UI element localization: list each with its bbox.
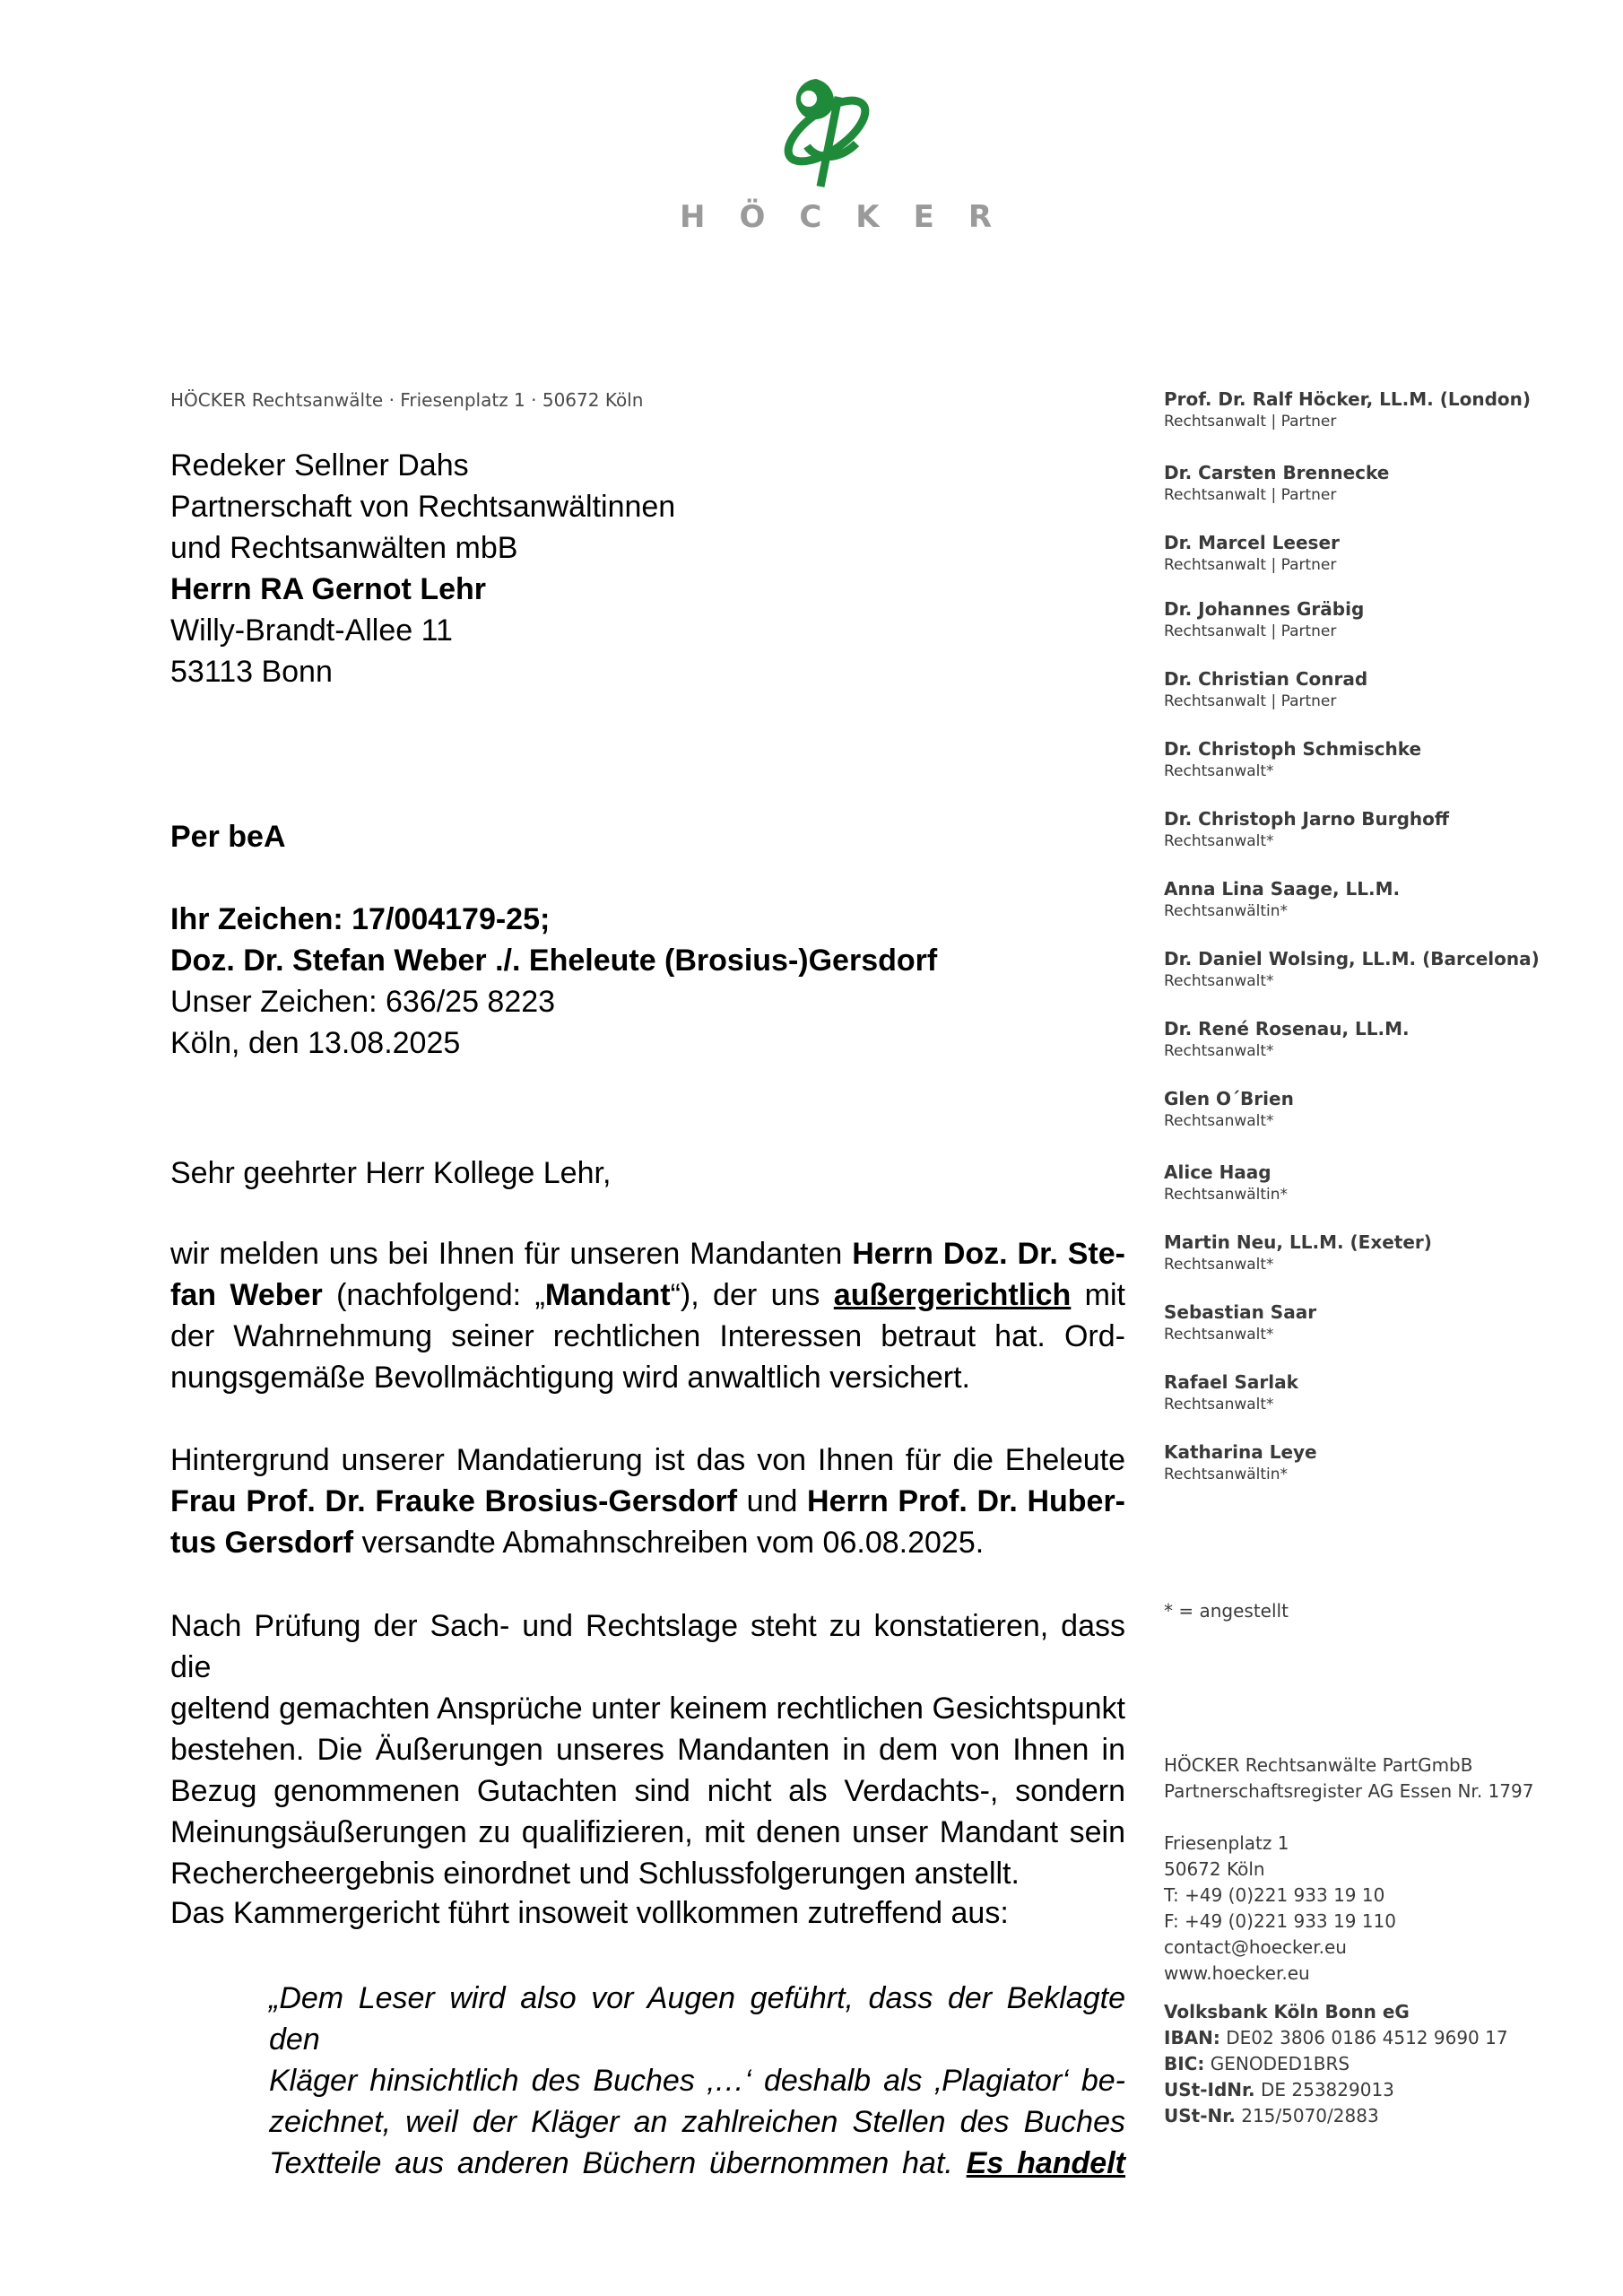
recipient-line: Redeker Sellner Dahs: [170, 448, 469, 483]
partner-role: Rechtsanwalt*: [1164, 1112, 1274, 1130]
tax-number-value: 215/5070/2883: [1235, 2105, 1379, 2126]
tax-number-label: USt-Nr.: [1164, 2105, 1236, 2126]
recipient-address: [170, 445, 1125, 692]
text-span-bold: Frau Prof. Dr. Frauke Brosius-Gersdorf: [170, 1484, 738, 1518]
text-span: und: [737, 1484, 808, 1518]
reference-block: [170, 816, 1125, 1064]
partner-role: Rechtsanwalt*: [1164, 762, 1274, 780]
partner-role: Rechtsanwalt*: [1164, 1256, 1274, 1274]
text-span-bold: fan Weber: [170, 1278, 323, 1312]
partner-role: Rechtsanwältin*: [1164, 1465, 1289, 1483]
recipient-line: und Rechtsanwälten mbB: [170, 531, 518, 565]
text-span: wir melden uns bei Ihnen für unseren Mandanten: [170, 1237, 853, 1271]
firm-website: www.hoecker.eu: [1164, 1962, 1310, 1984]
firm-info: [1164, 1752, 1612, 2129]
partner-role: Rechtsanwalt*: [1164, 1326, 1274, 1344]
quote-line: zeichnet, weil der Kläger an zahlreichen Stellen des Buches: [269, 2105, 1125, 2139]
text-line: Nach Prüfung der Sach- und Rechtslage steht zu konstatieren, dass die: [170, 1609, 1125, 1684]
logo-wordmark: HÖCKER: [680, 199, 1027, 235]
partner-entry: [1164, 1231, 1432, 1275]
partner-role: Rechtsanwalt*: [1164, 1042, 1274, 1060]
partner-name: Dr. Johannes Gräbig: [1164, 598, 1365, 620]
sender-return-address: HÖCKER Rechtsanwälte · Friesenplatz 1 · 50672 Köln: [170, 389, 644, 411]
firm-fax: F: +49 (0)221 933 19 110: [1164, 1910, 1396, 1932]
partner-role: Rechtsanwalt | Partner: [1164, 622, 1337, 640]
partner-entry: [1164, 667, 1367, 712]
paragraph-court-intro: Das Kammergericht führt insoweit vollkommen zutreffend aus:: [170, 1896, 1009, 1930]
text-line: bestehen. Die Äußerungen unseres Mandanten in dem von Ihnen in: [170, 1733, 1125, 1767]
recipient-street: Willy-Brandt-Allee 11: [170, 613, 453, 648]
firm-name: HÖCKER Rechtsanwälte PartGmbB: [1164, 1754, 1473, 1776]
partner-name: Sebastian Saar: [1164, 1301, 1317, 1323]
paragraph-legal-assessment: [170, 1605, 1125, 1894]
partner-entry: [1164, 531, 1340, 576]
quote-line: Kläger hinsichtlich des Buches ‚…‘ deshalb als ‚Plagiator‘ be-: [269, 2064, 1125, 2098]
partner-name: Glen O´Brien: [1164, 1088, 1294, 1109]
partner-entry: [1164, 1300, 1316, 1345]
partner-name: Dr. Carsten Brennecke: [1164, 462, 1390, 483]
partner-name: Anna Lina Saage, LL.M.: [1164, 878, 1401, 900]
partner-role: Rechtsanwalt*: [1164, 1396, 1274, 1413]
partner-name: Martin Neu, LL.M. (Exeter): [1164, 1231, 1432, 1253]
firm-email: contact@hoecker.eu: [1164, 1936, 1347, 1958]
text-span-bold: Herrn Prof. Dr. Huber-: [807, 1484, 1126, 1518]
text-span-bold: Mandant: [544, 1278, 671, 1312]
partner-entry: [1164, 947, 1540, 992]
text-span: versandte Abmahnschreiben vom 06.08.2025.: [353, 1526, 985, 1560]
our-reference: Unser Zeichen: 636/25 8223: [170, 985, 556, 1019]
partner-entry: [1164, 597, 1364, 642]
partner-name: Alice Haag: [1164, 1161, 1271, 1183]
partner-entry: [1164, 1087, 1294, 1132]
text-span-bold-underlined: außergerichtlich: [833, 1278, 1072, 1312]
recipient-name: Herrn RA Gernot Lehr: [170, 572, 487, 606]
partner-role: Rechtsanwalt | Partner: [1164, 413, 1337, 430]
bic-value: GENODED1BRS: [1204, 2053, 1350, 2074]
iban-label: IBAN:: [1164, 2027, 1220, 2048]
text-span: mit: [1071, 1278, 1125, 1312]
partner-name: Dr. René Rosenau, LL.M.: [1164, 1018, 1410, 1039]
partner-entry: [1164, 1017, 1410, 1062]
vat-id-label: USt-IdNr.: [1164, 2079, 1255, 2100]
text-line: Meinungsäußerungen zu qualifizieren, mit denen unser Mandant sein: [170, 1815, 1125, 1849]
text-line: Bezug genommenen Gutachten sind nicht als Verdachts-, sondern: [170, 1774, 1125, 1808]
salutation: Sehr geehrter Herr Kollege Lehr,: [170, 1156, 612, 1190]
text-span-bold-underlined: Es handelt: [966, 2146, 1125, 2180]
text-line: geltend gemachten Ansprüche unter keinem rechtlichen Gesichtspunkt: [170, 1692, 1125, 1726]
recipient-line: Partnerschaft von Rechtsanwältinnen: [170, 490, 676, 524]
partner-role: Rechtsanwalt*: [1164, 832, 1274, 850]
partner-role: Rechtsanwältin*: [1164, 902, 1289, 920]
iban-value: DE02 3806 0186 4512 9690 17: [1219, 2027, 1508, 2048]
partner-name: Rafael Sarlak: [1164, 1371, 1298, 1393]
text-line: Hintergrund unserer Mandatierung ist das von Ihnen für die Eheleute: [170, 1443, 1125, 1477]
tax-number: [1164, 2103, 1612, 2129]
firm-register: Partnerschaftsregister AG Essen Nr. 1797: [1164, 1780, 1534, 1802]
partner-entry: [1164, 1440, 1317, 1485]
text-span-bold: tus Gersdorf: [170, 1526, 354, 1560]
letter-date: Köln, den 13.08.2025: [170, 1026, 461, 1060]
bank-name: Volksbank Köln Bonn eG: [1164, 2001, 1410, 2022]
vat-id: [1164, 2077, 1612, 2103]
recipient-city: 53113 Bonn: [170, 655, 333, 689]
partner-entry: [1164, 737, 1421, 782]
text-span-bold: Herrn Doz. Dr. Ste-: [852, 1237, 1126, 1271]
partner-role: Rechtsanwältin*: [1164, 1186, 1289, 1204]
partner-entry: [1164, 1370, 1298, 1415]
subject-line: Doz. Dr. Stefan Weber ./. Eheleute (Brosius-)Gersdorf: [170, 944, 938, 978]
hoecker-logo: [753, 61, 897, 196]
partner-name: Dr. Christian Conrad: [1164, 668, 1368, 690]
employee-footnote: * = angestellt: [1164, 1600, 1289, 1622]
partner-name: Dr. Christoph Schmischke: [1164, 738, 1422, 760]
text-line: der Wahrnehmung seiner rechtlichen Interessen betraut hat. Ord-: [170, 1319, 1125, 1353]
delivery-method: Per beA: [170, 820, 286, 854]
your-reference: Ihr Zeichen: 17/004179-25;: [170, 902, 551, 936]
partner-entry: [1164, 807, 1449, 852]
partner-role: Rechtsanwalt | Partner: [1164, 692, 1337, 710]
bank-bic: [1164, 2051, 1612, 2077]
paragraph-mandate: [170, 1233, 1125, 1398]
text-span: Textteile aus anderen Büchern übernommen hat.: [269, 2146, 967, 2180]
text-span: “), der uns: [670, 1278, 834, 1312]
partner-name: Prof. Dr. Ralf Höcker, LL.M. (London): [1164, 388, 1532, 410]
bic-label: BIC:: [1164, 2053, 1205, 2074]
firm-phone: T: +49 (0)221 933 19 10: [1164, 1884, 1385, 1906]
partner-name: Katharina Leye: [1164, 1441, 1317, 1463]
partner-name: Dr. Christoph Jarno Burghoff: [1164, 808, 1450, 830]
quote-line: „Dem Leser wird also vor Augen geführt, dass der Beklagte den: [269, 1981, 1125, 2057]
partner-name: Dr. Daniel Wolsing, LL.M. (Barcelona): [1164, 948, 1540, 970]
court-quote: [269, 1978, 1125, 2184]
paragraph-background: [170, 1439, 1125, 1563]
text-line: nungsgemäße Bevollmächtigung wird anwaltlich versichert.: [170, 1361, 970, 1395]
partner-name: Dr. Marcel Leeser: [1164, 532, 1340, 553]
text-line: Rechercheergebnis einordnet und Schlussfolgerungen anstellt.: [170, 1857, 1020, 1891]
partner-entry: [1164, 877, 1400, 922]
partner-role: Rechtsanwalt*: [1164, 972, 1274, 990]
partner-entry: [1164, 1161, 1288, 1205]
firm-city: 50672 Köln: [1164, 1858, 1265, 1880]
firm-street: Friesenplatz 1: [1164, 1832, 1289, 1854]
partner-entry: [1164, 461, 1389, 506]
partner-role: Rechtsanwalt | Partner: [1164, 486, 1337, 504]
bank-iban: [1164, 2025, 1612, 2051]
partner-role: Rechtsanwalt | Partner: [1164, 556, 1337, 574]
text-span: (nachfolgend: „: [322, 1278, 545, 1312]
vat-id-value: DE 253829013: [1254, 2079, 1394, 2100]
partner-entry: [1164, 387, 1531, 432]
